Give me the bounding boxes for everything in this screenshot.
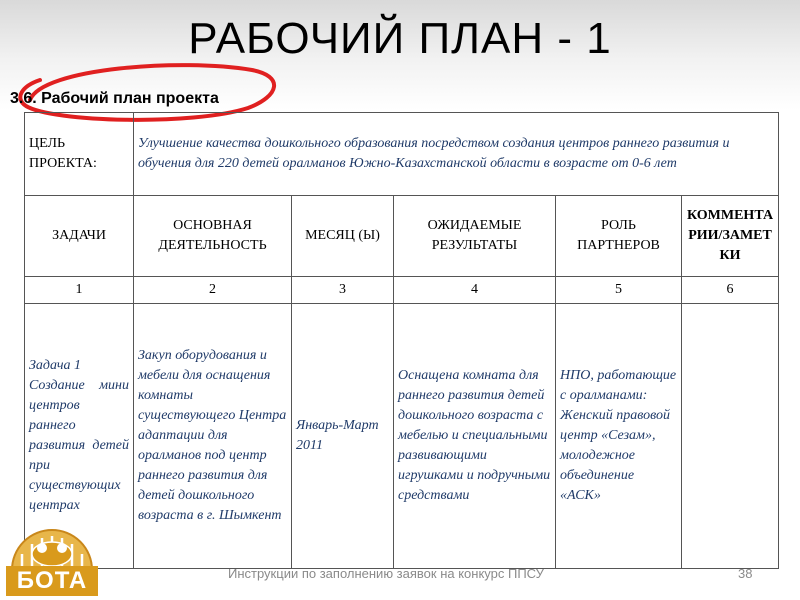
page-number: 38 (738, 566, 753, 581)
goal-label: ЦЕЛЬ ПРОЕКТА: (25, 113, 134, 196)
months-cell: Январь-Март 2011 (292, 304, 394, 569)
partners-cell: НПО, работающие с оралманами: Женский правовой центр «Сезам», молодежное объединение «АСК» (556, 304, 682, 569)
header-activity: ОСНОВНАЯ ДЕЯТЕЛЬНОСТЬ (134, 196, 292, 277)
header-tasks: ЗАДАЧИ (25, 196, 134, 277)
header-partners: РОЛЬ ПАРТНЕРОВ (556, 196, 682, 277)
header-comments: КОММЕНТАРИИ/ЗАМЕТКИ (682, 196, 779, 277)
column-number: 6 (682, 277, 779, 304)
table-row (25, 304, 779, 569)
column-number: 3 (292, 277, 394, 304)
column-number-row (25, 277, 779, 304)
bota-logo (6, 514, 98, 598)
section-heading: 3.6. Рабочий план проекта (10, 90, 219, 107)
column-number: 5 (556, 277, 682, 304)
logo-text: БОТА (6, 566, 98, 596)
header-months: МЕСЯЦ (Ы) (292, 196, 394, 277)
footer-text: Инструкции по заполнению заявок на конкурс ППСУ (228, 566, 544, 581)
bota-logo-emblem (6, 514, 98, 570)
results-cell: Оснащена комната для раннего развития детей дошкольного возраста с мебелью и специальными развивающими игрушками и подручными средствами (394, 304, 556, 569)
task-title: Задача 1 (29, 358, 82, 373)
column-number: 1 (25, 277, 134, 304)
task-text: Создание мини центров раннего развития детей при существующих центрах (29, 378, 129, 513)
slide-title: РАБОЧИЙ ПЛАН - 1 (188, 14, 612, 63)
header-results: ОЖИДАЕМЫЕ РЕЗУЛЬТАТЫ (394, 196, 556, 277)
column-number: 4 (394, 277, 556, 304)
comments-cell (682, 304, 779, 569)
goal-text: Улучшение качества дошкольного образования посредством создания центров раннего развития и обучения для 220 детей оралманов Южно-Казахстанской области в возрасте от 0-6 лет (134, 113, 779, 196)
work-plan-table (24, 112, 779, 569)
activity-cell: Закуп оборудования и мебели для оснащения комнаты существующего Центра адаптации для оралманов под центр раннего развития для детей дошкольного возраста в г. Шымкент (134, 304, 292, 569)
header-row (25, 196, 779, 277)
column-number: 2 (134, 277, 292, 304)
goal-row (25, 113, 779, 196)
